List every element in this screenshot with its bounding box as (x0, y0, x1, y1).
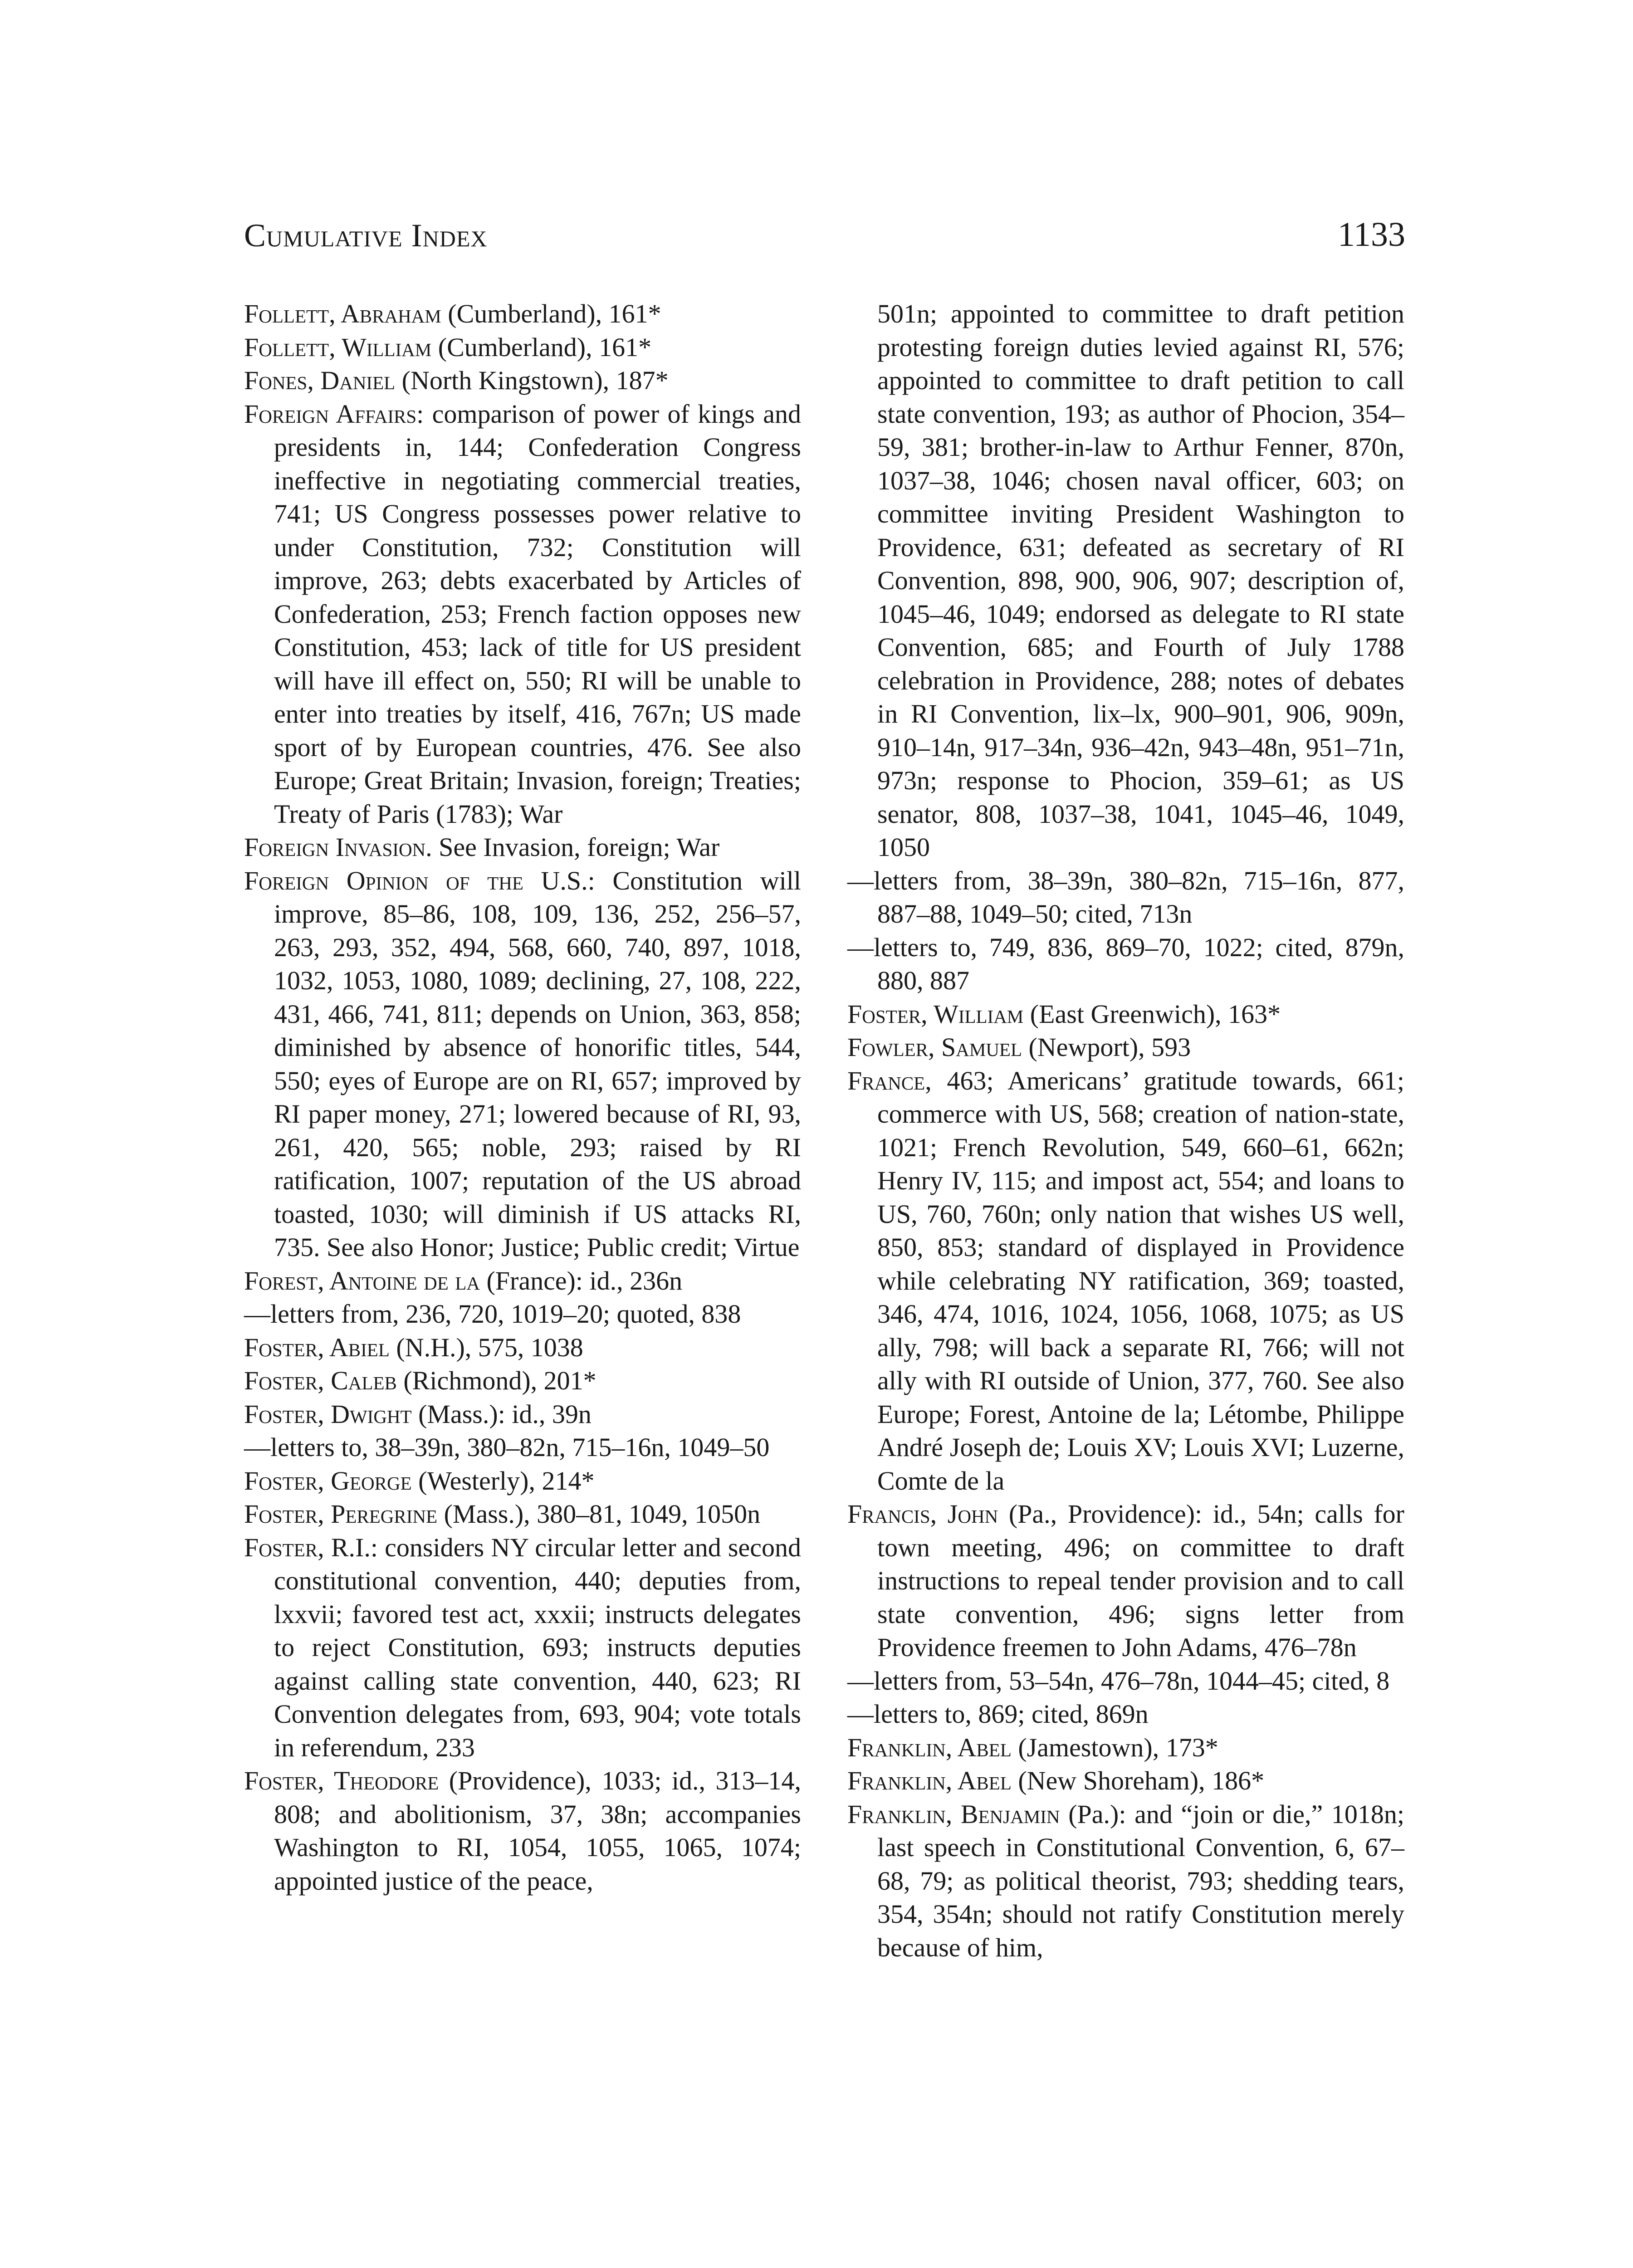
index-entry (847, 1664, 1404, 1698)
index-entry (847, 297, 1404, 864)
index-entry-text: 501n; appointed to committee to draft petition protesting foreign duties levied against RI, 576; appointed to committee to draft petition to call state convention, 193; as author of Phocion, 354–59, 381; brother-in-law to Arthur Fenner, 870n, 1037–38, 1046; chosen naval officer, 603; on committee inviting President Washington to Providence, 631; defeated as secretary of RI Convention, 898, 900, 906, 907; description of, 1045–46, 1049; endorsed as delegate to RI state Convention, 685; and Fourth of July 1788 celebration in Providence, 288; notes of debates in RI Convention, lix–lx, 900–901, 906, 909n, 910–14n, 917–34n, 936–42n, 943–48n, 951–71n, 973n; response to Phocion, 359–61; as US senator, 808, 1037–38, 1041, 1045–46, 1049, 1050 (877, 299, 1404, 862)
index-entry-text: —letters to, 749, 836, 869–70, 1022; cited, 879n, 880, 887 (847, 932, 1404, 995)
index-headword: Francis, John (847, 1499, 998, 1529)
index-headword: Follett, William (244, 332, 432, 362)
index-entry-text: (Pa., Providence): id., 54n; calls for town meeting, 496; on committee to draft instructions to repeal tender provision and to call state convention, 496; signs letter from Providence freemen to John Adams, 476–78n (877, 1499, 1404, 1662)
index-entry (244, 1297, 801, 1331)
index-entry (244, 1264, 801, 1298)
index-entry-text: . See Invasion, foreign; War (425, 832, 720, 862)
index-entry-text: (France): id., 236n (479, 1266, 683, 1295)
index-headword: Foreign Invasion (244, 832, 426, 862)
index-headword: Foster, Abiel (244, 1332, 390, 1362)
index-entry (847, 1031, 1404, 1064)
index-entry (244, 297, 801, 331)
index-headword: Foreign Opinion of the U.S. (244, 865, 588, 895)
index-entry-text: —letters from, 236, 720, 1019–20; quoted, 838 (244, 1299, 741, 1329)
index-entry (244, 1364, 801, 1398)
index-entry (244, 397, 801, 831)
index-entry (244, 1464, 801, 1498)
index-headword: Fones, Daniel (244, 366, 396, 395)
index-headword: Foster, Caleb (244, 1366, 397, 1395)
index-entry-text: , 463; Americans’ gratitude towards, 661; commerce with US, 568; creation of nation-state, 1021; French Revolution, 549, 660–61, 662n; Henry IV, 115; and impost act, 554; and loans to US, 760, 760n; only nation that wishes US well, 850, 853; standard of displayed in Providence while celebrating NY ratification, 369; toasted, 346, 474, 1016, 1024, 1056, 1068, 1075; as US ally, 798; will back a separate RI, 766; will not ally with RI outside of Union, 377, 760. See also Europe; Forest, Antoine de la; Létombe, Philippe André Joseph de; Louis XV; Louis XVI; Luzerne, Comte de la (877, 1066, 1404, 1496)
index-entry (847, 1064, 1404, 1498)
running-head (244, 217, 1405, 258)
index-entry-text: (North Kingstown), 187* (395, 366, 669, 395)
page-number: 1133 (1337, 215, 1405, 254)
index-entry-text: (Westerly), 214* (411, 1466, 595, 1496)
index-entry (244, 1764, 801, 1897)
index-entry-text: —letters from, 38–39n, 380–82n, 715–16n, 877, 887–88, 1049–50; cited, 713n (847, 865, 1404, 929)
index-entry-text: (Richmond), 201* (396, 1366, 596, 1395)
index-headword: Franklin, Abel (847, 1732, 1012, 1762)
index-entry (847, 864, 1404, 931)
index-headword: Foster, R.I. (244, 1532, 371, 1562)
index-entry-text: (Jamestown), 173* (1011, 1732, 1218, 1762)
index-entry-text: (N.H.), 575, 1038 (389, 1332, 583, 1362)
index-entry (244, 364, 801, 397)
index-entry-text: (Mass.), 380–81, 1049, 1050n (437, 1499, 761, 1529)
index-entry-text: (New Shoreham), 186* (1011, 1766, 1265, 1795)
index-entry-text: (Cumberland), 161* (431, 332, 652, 362)
index-entry-text: : considers NY circular letter and second constitutional convention, 440; deputies from, lxxvii; favored test act, xxxii; instructs delegates to reject Constitution, 693; instructs deputies against calling state convention, 440, 623; RI Convention delegates from, 693, 904; vote totals in referendum, 233 (274, 1532, 801, 1762)
index-entry (244, 331, 801, 364)
index-entry (847, 1731, 1404, 1765)
index-headword: Foster, George (244, 1466, 412, 1496)
index-entry-text: —letters to, 38–39n, 380–82n, 715–16n, 1049–50 (244, 1432, 770, 1462)
index-entry (244, 864, 801, 1264)
index-entry (244, 1331, 801, 1364)
index-entry (847, 997, 1404, 1031)
index-headword: Forest, Antoine de la (244, 1266, 480, 1295)
index-entry (244, 1531, 801, 1765)
index-entry-text: (East Greenwich), 163* (1023, 999, 1281, 1029)
index-headword: Foster, Dwight (244, 1399, 412, 1429)
index-entry-text: (Mass.): id., 39n (411, 1399, 592, 1429)
index-entry-text: —letters from, 53–54n, 476–78n, 1044–45; cited, 8 (847, 1666, 1390, 1696)
index-headword: Follett, Abraham (244, 299, 441, 328)
index-headword: Foster, William (847, 999, 1024, 1029)
index-entry (847, 1798, 1404, 1965)
index-entry (244, 1497, 801, 1531)
index-entry (244, 831, 801, 864)
index-entry (847, 1497, 1404, 1664)
index-entry (847, 931, 1404, 997)
index-headword: Foreign Affairs (244, 399, 417, 429)
index-entry-text: —letters to, 869; cited, 869n (847, 1699, 1149, 1729)
index-headword: Foster, Peregrine (244, 1499, 438, 1529)
index-entry (244, 1431, 801, 1464)
index-headword: France (847, 1066, 925, 1095)
index-headword: Franklin, Abel (847, 1766, 1012, 1795)
index-headword: Foster, Theodore (244, 1766, 439, 1795)
index-entry (847, 1764, 1404, 1798)
index-entry-text: : Constitution will improve, 85–86, 108, 109, 136, 252, 256–57, 263, 293, 352, 494, 568, 660, 740, 897, 1018, 1032, 1053, 1080, 1089; declining, 27, 108, 222, 431, 466, 741, 811; depends on Union, 363, 858; diminished by absence of honorific titles, 544, 550; eyes of Europe are on RI, 657; improved by RI paper money, 271; lowered because of RI, 93, 261, 420, 565; noble, 293; raised by RI ratification, 1007; reputation of the US abroad toasted, 1030; will diminish if US attacks RI, 735. See also Honor; Justice; Public credit; Virtue (274, 865, 802, 1262)
running-head-title: Cumulative Index (244, 217, 488, 254)
index-entry-text: : comparison of power of kings and presidents in, 144; Confederation Congress ineffective in negotiating commercial treaties, 741; US Congress possesses power relative to under Constitution, 732; Constitution will improve, 263; debts exacerbated by Articles of Confederation, 253; French faction opposes new Constitution, 453; lack of title for US president will have ill effect on, 550; RI will be unable to enter into treaties by itself, 416, 767n; US made sport of by European countries, 476. See also Europe; Great Britain; Invasion, foreign; Treaties; Treaty of Paris (1783); War (274, 399, 802, 829)
index-entry-text: (Providence), 1033; id., 313–14, 808; and abolitionism, 37, 38n; accompanies Washington to RI, 1054, 1055, 1065, 1074; appointed justice of the peace, (274, 1766, 801, 1896)
index-headword: Fowler, Samuel (847, 1032, 1022, 1062)
index-entry-text: (Cumberland), 161* (441, 299, 661, 328)
index-entry-text: (Pa.): and “join or die,” 1018n; last speech in Constitutional Convention, 6, 67–68, 79; as political theorist, 793; shedding tears, 354, 354n; should not ratify Constitution merely because of him, (877, 1799, 1404, 1962)
index-entry-text: (Newport), 593 (1022, 1032, 1191, 1062)
index-entry (244, 1398, 801, 1431)
index-headword: Franklin, Benjamin (847, 1799, 1060, 1829)
index-entry (847, 1697, 1404, 1731)
index-column-left (244, 297, 801, 1897)
index-column-right (847, 297, 1404, 1964)
